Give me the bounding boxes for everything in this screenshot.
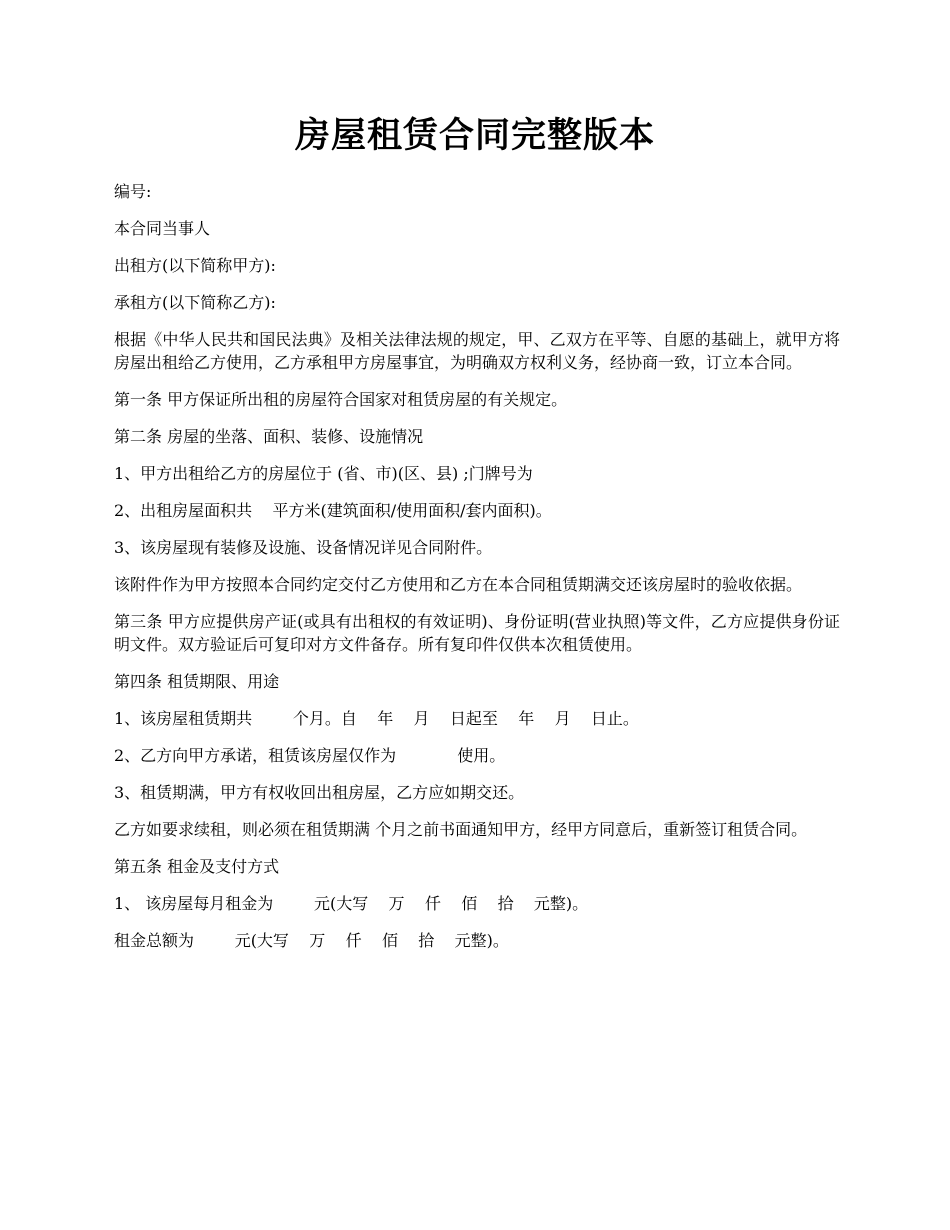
article-4-item-3: 3、租赁期满，甲方有权收回出租房屋，乙方应如期交还。 <box>114 783 525 802</box>
article-1: 第一条 甲方保证所出租的房屋符合国家对租赁房屋的有关规定。 <box>114 390 568 409</box>
contract-number-line: 编号: <box>114 182 152 201</box>
article-2-heading: 第二条 房屋的坐落、面积、装修、设施情况 <box>114 427 424 446</box>
parties-heading: 本合同当事人 <box>114 219 211 238</box>
document-body <box>114 180 840 966</box>
article-4-item-1: 1、该房屋租赁期共 个月。自 年 月 日起至 年 月 日止。 <box>114 709 639 728</box>
lessor-line: 出租方(以下简称甲方): <box>114 256 276 275</box>
article-2-item-3: 3、该房屋现有装修及设施、设备情况详见合同附件。 <box>114 538 493 557</box>
lessee-line: 承租方(以下简称乙方): <box>114 293 276 312</box>
renewal-note: 乙方如要求续租，则必须在租赁期满 个月之前书面通知甲方，经甲方同意后，重新签订租赁合同。 <box>114 820 808 839</box>
total-rent-line: 租金总额为 元(大写 万 仟 佰 拾 元整)。 <box>114 931 509 950</box>
preamble-paragraph: 根据《中华人民共和国民法典》及相关法律法规的规定，甲、乙双方在平等、自愿的基础上，就甲方将房屋出租给乙方使用，乙方承租甲方房屋事宜，为明确双方权利义务，经协商一致，订立本合同。 <box>114 330 840 372</box>
article-2-item-1: 1、甲方出租给乙方的房屋位于 (省、市)(区、县) ;门牌号为 <box>114 464 533 483</box>
article-5-item-1: 1、 该房屋每月租金为 元(大写 万 仟 佰 拾 元整)。 <box>114 894 589 913</box>
article-4-item-2: 2、乙方向甲方承诺，租赁该房屋仅作为 使用。 <box>114 746 506 765</box>
article-4-heading: 第四条 租赁期限、用途 <box>114 672 280 691</box>
document-title: 房屋租赁合同完整版本 <box>294 115 655 156</box>
article-2-item-2: 2、出租房屋面积共 平方米(建筑面积/使用面积/套内面积)。 <box>114 501 552 520</box>
article-3: 第三条 甲方应提供房产证(或具有出租权的有效证明)、身份证明(营业执照)等文件，乙方应提供身份证明文件。双方验证后可复印对方文件备存。所有复印件仅供本次租赁使用。 <box>114 612 840 654</box>
attachment-note: 该附件作为甲方按照本合同约定交付乙方使用和乙方在本合同租赁期满交还该房屋时的验收依据。 <box>114 575 803 594</box>
article-5-heading: 第五条 租金及支付方式 <box>114 857 280 876</box>
